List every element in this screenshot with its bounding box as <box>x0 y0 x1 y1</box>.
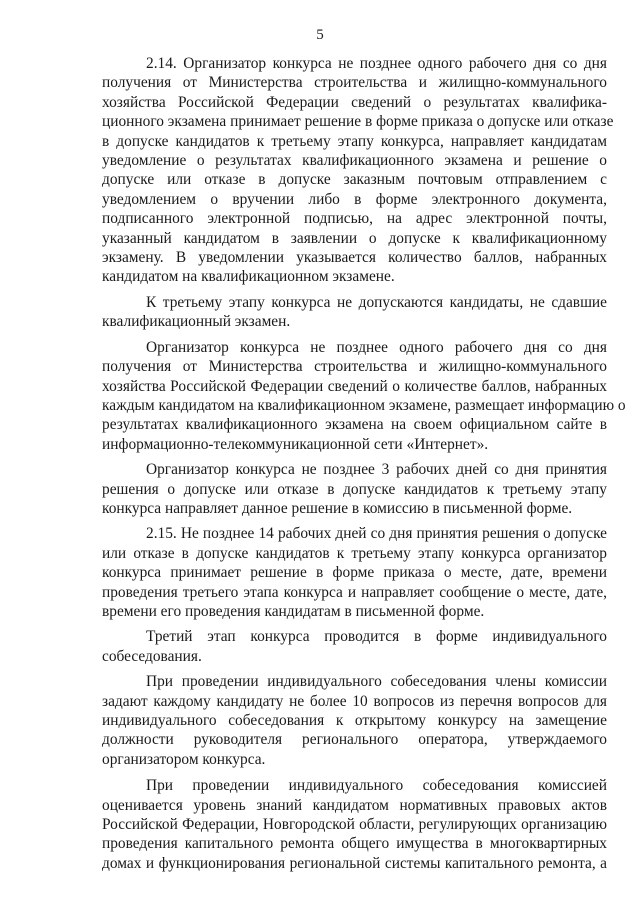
paragraph <box>102 524 607 621</box>
text-line: 2.14. Организатор конкурса не позднее одного рабочего дня со дня <box>146 55 607 72</box>
text-line: индивидуального собеседования к открытому конкурсу на замещение <box>102 712 607 729</box>
paragraph <box>102 293 607 332</box>
text-line: проведения капитального ремонта общего имущества в многоквартирных <box>102 835 607 853</box>
text-line: Третий этап конкурса проводится в форме индивидуального <box>146 628 607 646</box>
text-line: кандидатом на квалификационном экзамене. <box>102 268 395 286</box>
text-line: хозяйства Российской Федерации сведений о количестве баллов, набранных <box>102 377 607 395</box>
text-line: уведомление о результатах квалификационного экзамена и решение о <box>102 152 607 170</box>
paragraph <box>102 672 607 769</box>
text-line: При проведении индивидуального собеседования комиссией <box>146 777 607 795</box>
text-line: экзамену. В уведомлении указывается количество баллов, набранных <box>102 249 607 267</box>
text-line: получения от Министерства строительства и жилищно-коммунального <box>102 74 607 92</box>
text-line: уведомлением о вручении либо в форме электронного документа, <box>102 190 607 208</box>
text-line: 2.15. Не позднее 14 рабочих дней со дня принятия решения о допуске <box>146 525 607 543</box>
text-line: К третьему этапу конкурса не допускаются кандидаты, не сдавшие <box>146 293 607 311</box>
text-line: оценивается уровень знаний кандидатом нормативных правовых актов <box>102 796 607 814</box>
text-line: результатах квалификационного экзамена на своем официальном сайте в <box>102 416 607 434</box>
text-line: задают каждому кандидату не более 10 вопросов из перечня вопросов для <box>102 692 607 710</box>
text-line: собеседования. <box>102 647 202 665</box>
text-line: домах и функционирования региональной системы капитального ремонта, а <box>102 854 607 872</box>
text-line: квалификационный экзамен. <box>102 313 291 331</box>
paragraph <box>102 460 607 518</box>
text-line: Организатор конкурса не позднее 3 рабочих дней со дня принятия <box>146 461 607 479</box>
text-line: подписанного электронной подписью, на адрес электронной почты, <box>102 210 607 228</box>
text-line: или отказе в допуске кандидатов к третьему этапу конкурса организатор <box>102 544 607 562</box>
text-line: проведения третьего этапа конкурса и направляет сообщение о месте, дате, <box>102 583 607 601</box>
text-line: Организатор конкурса не позднее одного рабочего дня со дня <box>146 338 607 356</box>
paragraph <box>102 54 614 287</box>
text-line: информационно-телекоммуникационной сети «Интернет». <box>102 435 489 453</box>
paragraph <box>102 338 626 454</box>
text-line: указанный кандидатом в заявлении о допуске к квалификационному <box>102 229 607 247</box>
document-body <box>102 54 626 873</box>
text-line: хозяйства Российской Федерации сведений о результатах квалифика- <box>102 93 607 111</box>
text-line: ционного экзамена принимает решение в форме приказа о допуске или отказе <box>102 113 614 131</box>
text-line: должности руководителя регионального оператора, утверждаемого <box>102 731 607 749</box>
text-line: в допуске кандидатов к третьему этапу конкурса, направляет кандидатам <box>102 132 607 150</box>
text-line: получения от Министерства строительства и жилищно-коммунального <box>102 358 607 376</box>
text-line: Российской Федерации, Новгородской области, регулирующих организацию <box>102 816 607 834</box>
text-line: конкурса направляет данное решение в комиссию в письменной форме. <box>102 499 573 517</box>
text-line: допуске или отказе в допуске заказным почтовым отправлением с <box>102 171 607 189</box>
text-line: времени его проведения кандидатам в письменной форме. <box>102 602 485 620</box>
text-line: каждым кандидатом на квалификационном экзамене, размещает информацию о <box>102 396 626 414</box>
text-line: При проведении индивидуального собеседования члены комиссии <box>146 673 607 691</box>
text-line: организатором конкурса. <box>102 750 266 768</box>
paragraph <box>102 627 607 666</box>
paragraph <box>102 776 607 873</box>
page-number: 5 <box>316 27 324 43</box>
text-line: конкурса принимает решение в форме приказа о месте, дате, времени <box>102 564 607 582</box>
text-line: решения о допуске или отказе в допуске кандидатов к третьему этапу <box>102 480 607 498</box>
